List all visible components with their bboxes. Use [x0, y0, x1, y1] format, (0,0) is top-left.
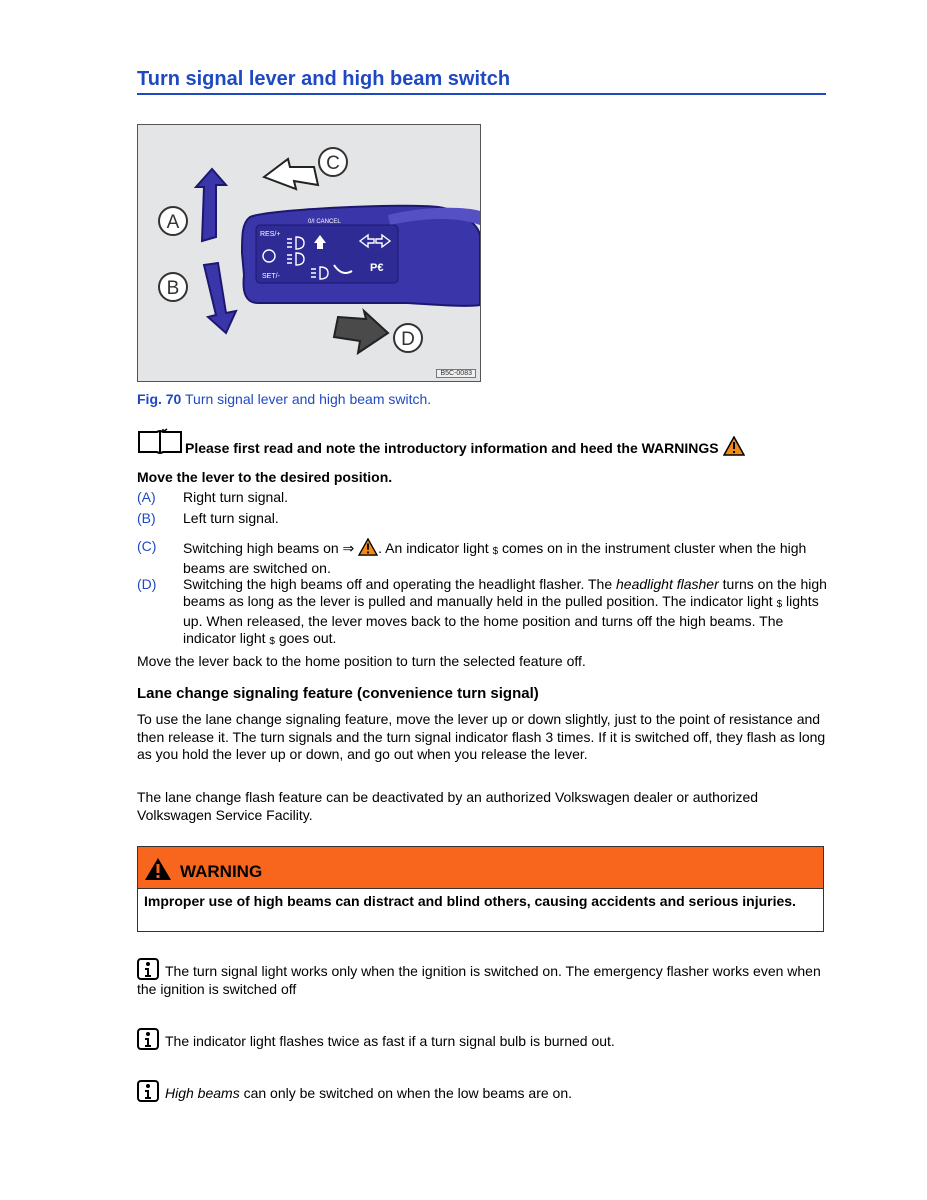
lane-change-deactivate-paragraph: The lane change flash feature can be deactivated by an authorized Volkswagen dealer or authorized Volkswagen Service Facility.: [137, 789, 759, 823]
note-text: can only be switched on when the low beams are on.: [239, 1085, 573, 1101]
list-item: [137, 576, 827, 646]
lane-change-paragraph: To use the lane change signaling feature, move the lever up or down slightly, just to the point of resistance and then release it. The turn signals and the turn signal indicator flash 3 times. If it is switched off, they flash as long as you hold the lever up or down, and go out when you release the lever.: [137, 711, 826, 762]
lever-resume-text: RES/+: [260, 231, 281, 238]
lane-change-heading: Lane change signaling feature (convenience turn signal): [137, 685, 539, 702]
item-text: Right turn signal.: [183, 489, 289, 505]
list-item: [137, 489, 827, 507]
turn-signal-lever-illustration: [138, 125, 480, 381]
warning-box: [137, 846, 824, 932]
page-title: Turn signal lever and high beam switch: [137, 68, 826, 95]
item-label: (D): [137, 576, 157, 592]
warning-triangle-icon[interactable]: [723, 436, 745, 456]
info-note: [137, 1028, 827, 1050]
info-note: [137, 958, 827, 998]
item-text: Switching the high beams off and operating the headlight flasher. The headlight flasher turns on the high beams as long as the lever is pulled and manually held in the pulled position. The indicator light $ lights up. When released, the lever moves back to the home position and turns off the high beams. The indicator light $ goes out.: [183, 576, 827, 647]
note-italic-text: High beams: [165, 1085, 240, 1101]
high-beam-indicator-icon: $: [776, 599, 783, 610]
move-lever-heading: Move the lever to the desired position.: [137, 469, 393, 485]
label-b-circle: [159, 273, 187, 301]
svg-text:C: C: [326, 153, 340, 174]
figure-code: B5C-0083: [436, 369, 476, 378]
list-item: [137, 538, 827, 574]
lever-cancel-text: 0/I CANCEL: [308, 219, 341, 225]
item-text: Switching high beams on ⇒ . An indicator light $ comes on in the instrument cluster when the high beams are switched on.: [183, 540, 807, 576]
lever-figure: [137, 124, 481, 382]
item-text: Left turn signal.: [183, 510, 279, 526]
info-icon: [137, 1080, 159, 1102]
high-beam-indicator-icon: $: [269, 636, 275, 647]
figure-caption-text: Turn signal lever and high beam switch.: [185, 391, 432, 407]
note-text: The turn signal light works only when the ignition is switched on. The emergency flasher works even when the ignition is switched off: [137, 963, 821, 997]
label-a-circle: [159, 207, 187, 235]
info-icon: [137, 958, 159, 980]
item-label: (C): [137, 538, 157, 554]
item-label: (B): [137, 510, 156, 526]
read-note-text: Please first read and note the introductory information and heed the WARNINGS: [185, 440, 719, 456]
svg-text:B: B: [166, 278, 180, 299]
lever-set-text: SET/-: [262, 273, 280, 280]
figure-caption: [137, 391, 431, 407]
read-note: [137, 426, 745, 456]
warning-header: [138, 847, 823, 889]
warning-label: WARNING: [180, 861, 263, 881]
list-item: [137, 510, 827, 528]
book-icon: [137, 428, 183, 456]
figure-number: Fig. 70: [137, 391, 182, 407]
lever-pe-text: P€: [370, 262, 384, 274]
svg-text:D: D: [401, 329, 415, 350]
info-note: [137, 1080, 827, 1102]
info-icon: [137, 1028, 159, 1050]
item-label: (A): [137, 489, 156, 505]
warning-triangle-icon: [144, 857, 172, 881]
note-text: The indicator light flashes twice as fast if a turn signal bulb is burned out.: [165, 1033, 615, 1049]
svg-text:A: A: [166, 212, 180, 233]
label-c-circle: [319, 148, 347, 176]
label-d-circle: [394, 324, 422, 352]
warning-text: Improper use of high beams can distract and blind others, causing accidents and serious injuries.: [144, 893, 796, 909]
high-beam-indicator-icon: $: [492, 546, 499, 557]
home-position-text: Move the lever back to the home position to turn the selected feature off.: [137, 653, 586, 669]
warning-triangle-icon[interactable]: [358, 538, 378, 556]
